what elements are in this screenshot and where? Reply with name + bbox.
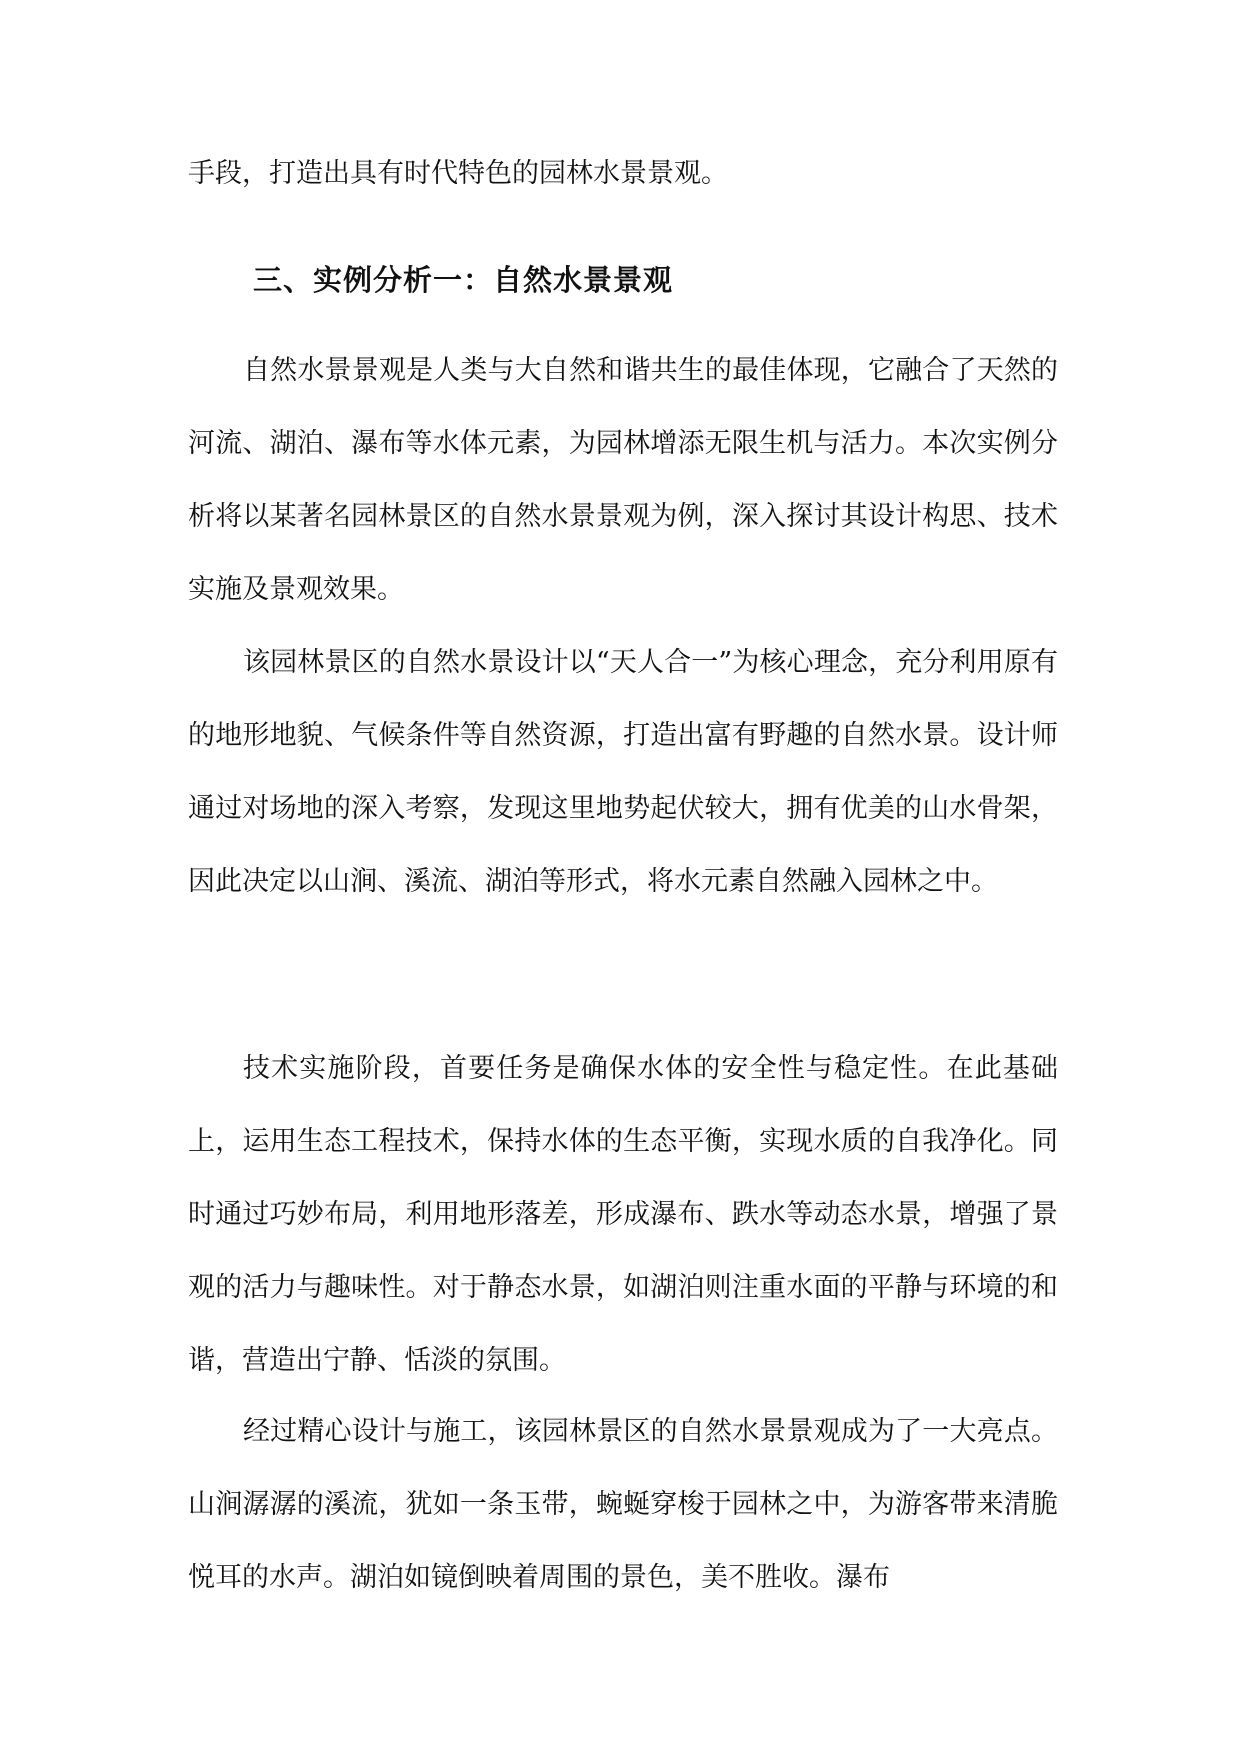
section-heading: 三、实例分析一：自然水景景观: [253, 263, 674, 297]
paragraph-intro: 自然水景景观是人类与大自然和谐共生的最佳体现，它融合了天然的河流、湖泊、瀑布等水体元素，为园林增添无限生机与活力。本次实例分析将以某著名园林景区的自然水景景观为例，深入探讨其设计构思、技术实施及景观效果。: [188, 355, 1058, 605]
paragraph-technical-implementation: 技术实施阶段，首要任务是确保水体的安全性与稳定性。在此基础上，运用生态工程技术，保持水体的生态平衡，实现水质的自我净化。同时通过巧妙布局，利用地形落差，形成瀑布、跌水等动态水景，增强了景观的活力与趣味性。对于静态水景，如湖泊则注重水面的平静与环境的和谐，营造出宁静、恬淡的氛围。: [188, 1053, 1058, 1376]
continuation-paragraph: 手段，打造出具有时代特色的园林水景景观。: [188, 158, 728, 189]
paragraph-landscape-effect: 经过精心设计与施工，该园林景区的自然水景景观成为了一大亮点。山涧潺潺的溪流，犹如一条玉带，蜿蜒穿梭于园林之中，为游客带来清脆悦耳的水声。湖泊如镜倒映着周围的景色，美不胜收。瀑布: [188, 1416, 1058, 1593]
paragraph-design-concept: 该园林景区的自然水景设计以“天人合一”为核心理念，充分利用原有的地形地貌、气候条件等自然资源，打造出富有野趣的自然水景。设计师通过对场地的深入考察，发现这里地势起伏较大，拥有优美的山水骨架，因此决定以山涧、溪流、湖泊等形式，将水元素自然融入园林之中。: [188, 647, 1058, 897]
